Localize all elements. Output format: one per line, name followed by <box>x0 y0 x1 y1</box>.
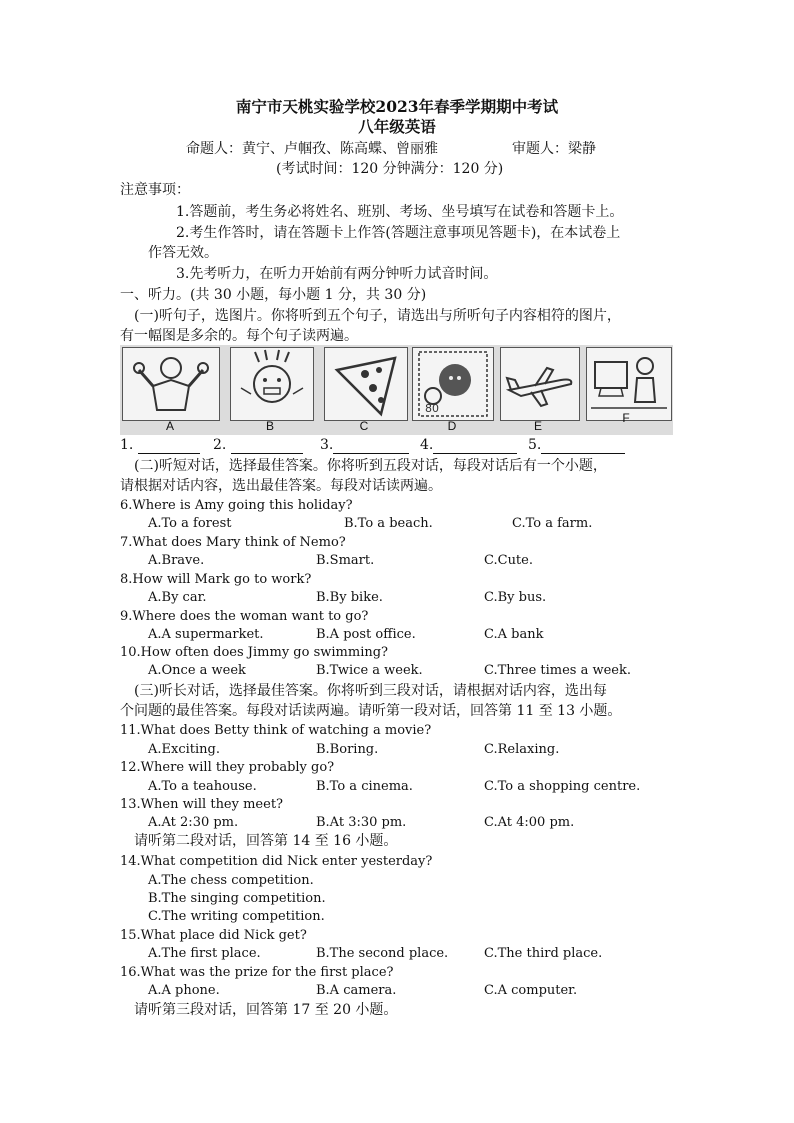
q9-option-a[interactable]: A.A supermarket. <box>148 627 264 642</box>
blank-number: 1. <box>120 437 134 453</box>
q16-option-c[interactable]: C.A computer. <box>484 983 578 998</box>
blank-line <box>433 439 517 454</box>
q13-option-c[interactable]: C.At 4:00 pm. <box>484 815 575 830</box>
q16-option-b[interactable]: B.A camera. <box>316 983 397 998</box>
question-7: 7.What does Mary think of Nemo? <box>120 535 346 550</box>
part2-instruction: (二)听短对话，选择最佳答案。你将听到五段对话，每段对话后有一个小题， <box>134 458 607 474</box>
pizza-icon <box>325 348 407 420</box>
picture-label-a: A <box>165 419 174 433</box>
blank-number: 5. <box>528 437 542 453</box>
question-6: 6.Where is Amy going this holiday? <box>120 498 353 513</box>
question-9: 9.Where does the woman want to go? <box>120 609 369 624</box>
q13-option-a[interactable]: A.At 2:30 pm. <box>148 815 239 830</box>
part3-instruction: (三)听长对话，选择最佳答案。你将听到三段对话，请根据对话内容，选出每 <box>134 683 607 699</box>
q8-option-a[interactable]: A.By car. <box>148 590 207 605</box>
picture-a-superhero <box>122 347 220 421</box>
picture-strip <box>120 345 673 435</box>
airplane-icon <box>501 348 579 420</box>
blank-line <box>333 439 409 454</box>
q8-option-b[interactable]: B.By bike. <box>316 590 383 605</box>
q14-option-a[interactable]: A.The chess competition. <box>148 873 314 888</box>
question-12: 12.Where will they probably go? <box>120 760 335 775</box>
note-2: 2.考生作答时，请在答题卡上作答(答题注意事项见答题卡)，在本试卷上 <box>176 225 621 241</box>
q10-option-b[interactable]: B.Twice a week. <box>316 663 423 678</box>
q14-option-b[interactable]: B.The singing competition. <box>148 891 326 906</box>
note-2-cont: 作答无效。 <box>148 245 218 261</box>
question-16: 16.What was the prize for the first place? <box>120 965 394 980</box>
q11-option-b[interactable]: B.Boring. <box>316 742 379 757</box>
q10-option-a[interactable]: A.Once a week <box>148 663 246 678</box>
picture-label-b: B <box>265 419 274 433</box>
answer-blank-1[interactable] <box>120 436 200 454</box>
dialog-3-instruction: 请听第三段对话，回答第 17 至 20 小题。 <box>134 1002 398 1018</box>
blank-number: 4. <box>420 437 434 453</box>
question-11: 11.What does Betty think of watching a movie? <box>120 723 432 738</box>
part2-instruction-cont: 请根据对话内容，选出最佳答案。每段对话读两遍。 <box>120 478 442 494</box>
question-13: 13.When will they meet? <box>120 797 284 812</box>
q14-option-c[interactable]: C.The writing competition. <box>148 909 325 924</box>
picture-label-e: E <box>533 419 542 433</box>
exam-subtitle: 八年级英语 <box>358 117 436 136</box>
superhero-icon <box>123 348 219 420</box>
computer-user-icon <box>587 348 671 420</box>
picture-f-computer-user <box>586 347 672 421</box>
exam-time-info: (考试时间：120 分钟满分：120 分) <box>276 161 504 177</box>
blank-line <box>231 439 303 454</box>
q11-option-a[interactable]: A.Exciting. <box>148 742 220 757</box>
part1-instruction-cont: 有一幅图是多余的。每个句子读两遍。 <box>120 328 358 344</box>
monkey-stamp-icon <box>413 348 493 420</box>
answer-blank-4[interactable] <box>420 436 517 454</box>
blank-line <box>138 439 200 454</box>
q6-option-c[interactable]: C.To a farm. <box>512 516 593 531</box>
q6-option-a[interactable]: A.To a forest <box>148 516 232 531</box>
q10-option-c[interactable]: C.Three times a week. <box>484 663 632 678</box>
q7-option-a[interactable]: A.Brave. <box>148 553 205 568</box>
q11-option-c[interactable]: C.Relaxing. <box>484 742 560 757</box>
note-1: 1.答题前，考生务必将姓名、班别、考场、坐号填写在试卷和答题卡上。 <box>176 204 624 220</box>
svg-text:80: 80 <box>425 402 439 415</box>
q15-option-c[interactable]: C.The third place. <box>484 946 603 961</box>
exam-reviewer: 审题人：梁静 <box>512 141 596 157</box>
picture-label-f: F <box>622 411 630 425</box>
q12-option-a[interactable]: A.To a teahouse. <box>148 779 257 794</box>
blank-number: 2. <box>213 437 227 453</box>
dialog-2-instruction: 请听第二段对话，回答第 14 至 16 小题。 <box>134 833 398 849</box>
blank-number: 3. <box>320 437 334 453</box>
picture-b-stressed-person <box>230 347 314 421</box>
picture-label-d: D <box>447 419 457 433</box>
q16-option-a[interactable]: A.A phone. <box>148 983 220 998</box>
q6-option-b[interactable]: B.To a beach. <box>344 516 433 531</box>
answer-blank-5[interactable] <box>528 436 625 454</box>
part3-instruction-cont: 个问题的最佳答案。每段对话读两遍。请听第一段对话，回答第 11 至 13 小题。 <box>120 703 622 719</box>
q13-option-b[interactable]: B.At 3:30 pm. <box>316 815 407 830</box>
q7-option-b[interactable]: B.Smart. <box>316 553 375 568</box>
q7-option-c[interactable]: C.Cute. <box>484 553 533 568</box>
q8-option-c[interactable]: C.By bus. <box>484 590 547 605</box>
q12-option-b[interactable]: B.To a cinema. <box>316 779 413 794</box>
notes-heading: 注意事项： <box>120 182 190 198</box>
picture-d-monkey-stamp <box>412 347 494 421</box>
answer-blank-3[interactable] <box>320 436 409 454</box>
question-14: 14.What competition did Nick enter yesterday? <box>120 854 433 869</box>
q15-option-b[interactable]: B.The second place. <box>316 946 449 961</box>
part1-instruction: (一)听句子，选图片。你将听到五个句子，请选出与所听句子内容相符的图片， <box>134 308 621 324</box>
section-listening-heading: 一、听力。(共 30 小题，每小题 1 分，共 30 分) <box>120 287 427 303</box>
q15-option-a[interactable]: A.The first place. <box>148 946 261 961</box>
exam-authors: 命题人：黄宁、卢帼孜、陈高蝶、曾丽雅 <box>186 141 438 157</box>
stressed-face-icon <box>231 348 313 420</box>
picture-c-pizza <box>324 347 408 421</box>
q9-option-c[interactable]: C.A bank <box>484 627 544 642</box>
blank-line <box>541 439 625 454</box>
q9-option-b[interactable]: B.A post office. <box>316 627 416 642</box>
q12-option-c[interactable]: C.To a shopping centre. <box>484 779 641 794</box>
question-10: 10.How often does Jimmy go swimming? <box>120 645 389 660</box>
question-8: 8.How will Mark go to work? <box>120 572 312 587</box>
note-3: 3.先考听力，在听力开始前有两分钟听力试音时间。 <box>176 266 498 282</box>
question-15: 15.What place did Nick get? <box>120 928 307 943</box>
answer-blank-2[interactable] <box>213 436 303 454</box>
picture-e-airplane <box>500 347 580 421</box>
picture-label-c: C <box>359 419 369 433</box>
exam-title: 南宁市天桃实验学校2023年春季学期期中考试 <box>235 97 559 116</box>
